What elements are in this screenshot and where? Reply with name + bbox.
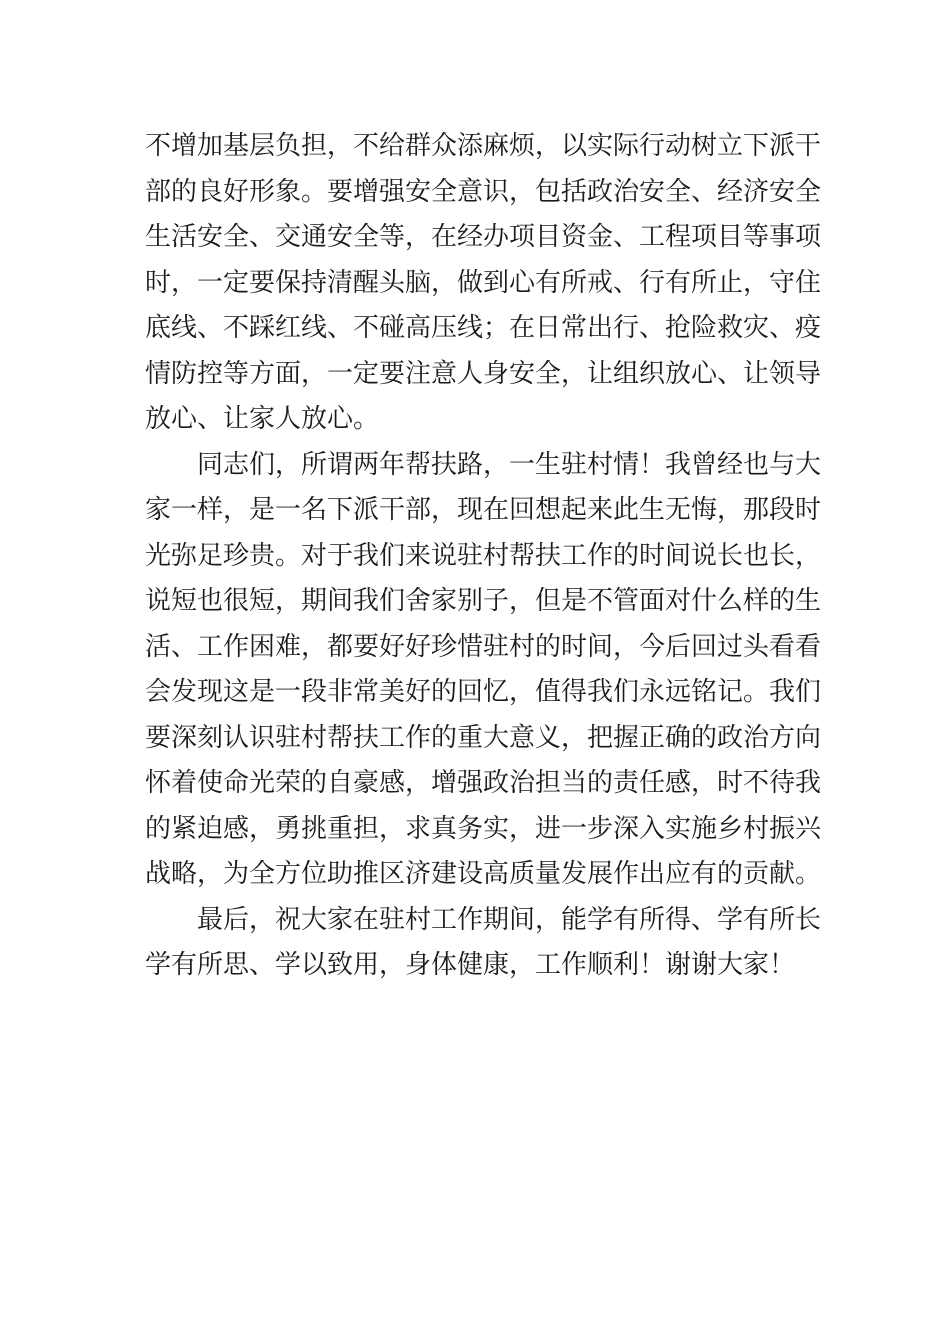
text-line: 怀着使命光荣的自豪感，增强政治担当的责任感，时不待我 — [145, 768, 822, 798]
text-line: 学有所思、学以致用，身体健康，工作顺利！谢谢大家！ — [145, 950, 796, 980]
document-body — [145, 124, 822, 989]
text-line: 部的良好形象。要增强安全意识，包括政治安全、经济安全 — [145, 176, 822, 207]
text-line: 情防控等方面，一定要注意人身安全，让组织放心、让领导 — [145, 358, 822, 389]
text-line: 放心、让家人放心。 — [145, 404, 380, 434]
text-line: 底线、不踩红线、不碰高压线；在日常出行、抢险救灾、疫 — [145, 313, 822, 343]
text-line: 家一样，是一名下派干部，现在回想起来此生无悔，那段时 — [145, 495, 822, 525]
text-line: 说短也很短，期间我们舍家别子，但是不管面对什么样的生 — [145, 586, 822, 616]
text-line: 同志们，所谓两年帮扶路，一生驻村情！我曾经也与大 — [197, 449, 822, 480]
text-line: 时，一定要保持清醒头脑，做到心有所戒、行有所止，守住 — [145, 267, 822, 298]
paragraph-1 — [145, 124, 822, 443]
text-line: 战略，为全方位助推区济建设高质量发展作出应有的贡献。 — [145, 859, 822, 889]
text-line: 的紧迫感，勇挑重担，求真务实，进一步深入实施乡村振兴 — [145, 813, 822, 844]
paragraph-3 — [145, 898, 822, 989]
text-line: 光弥足珍贵。对于我们来说驻村帮扶工作的时间说长也长， — [145, 540, 822, 571]
text-line: 生活安全、交通安全等，在经办项目资金、工程项目等事项 — [145, 222, 822, 252]
text-line: 最后，祝大家在驻村工作期间，能学有所得、学有所长 — [197, 904, 822, 935]
text-line: 不增加基层负担，不给群众添麻烦，以实际行动树立下派干 — [145, 131, 822, 161]
text-line: 活、工作困难，都要好好珍惜驻村的时间，今后回过头看看 — [145, 631, 822, 662]
text-line: 会发现这是一段非常美好的回忆，值得我们永远铭记。我们 — [145, 677, 822, 707]
text-line: 要深刻认识驻村帮扶工作的重大意义，把握正确的政治方向 — [145, 722, 822, 753]
paragraph-2 — [145, 443, 822, 898]
